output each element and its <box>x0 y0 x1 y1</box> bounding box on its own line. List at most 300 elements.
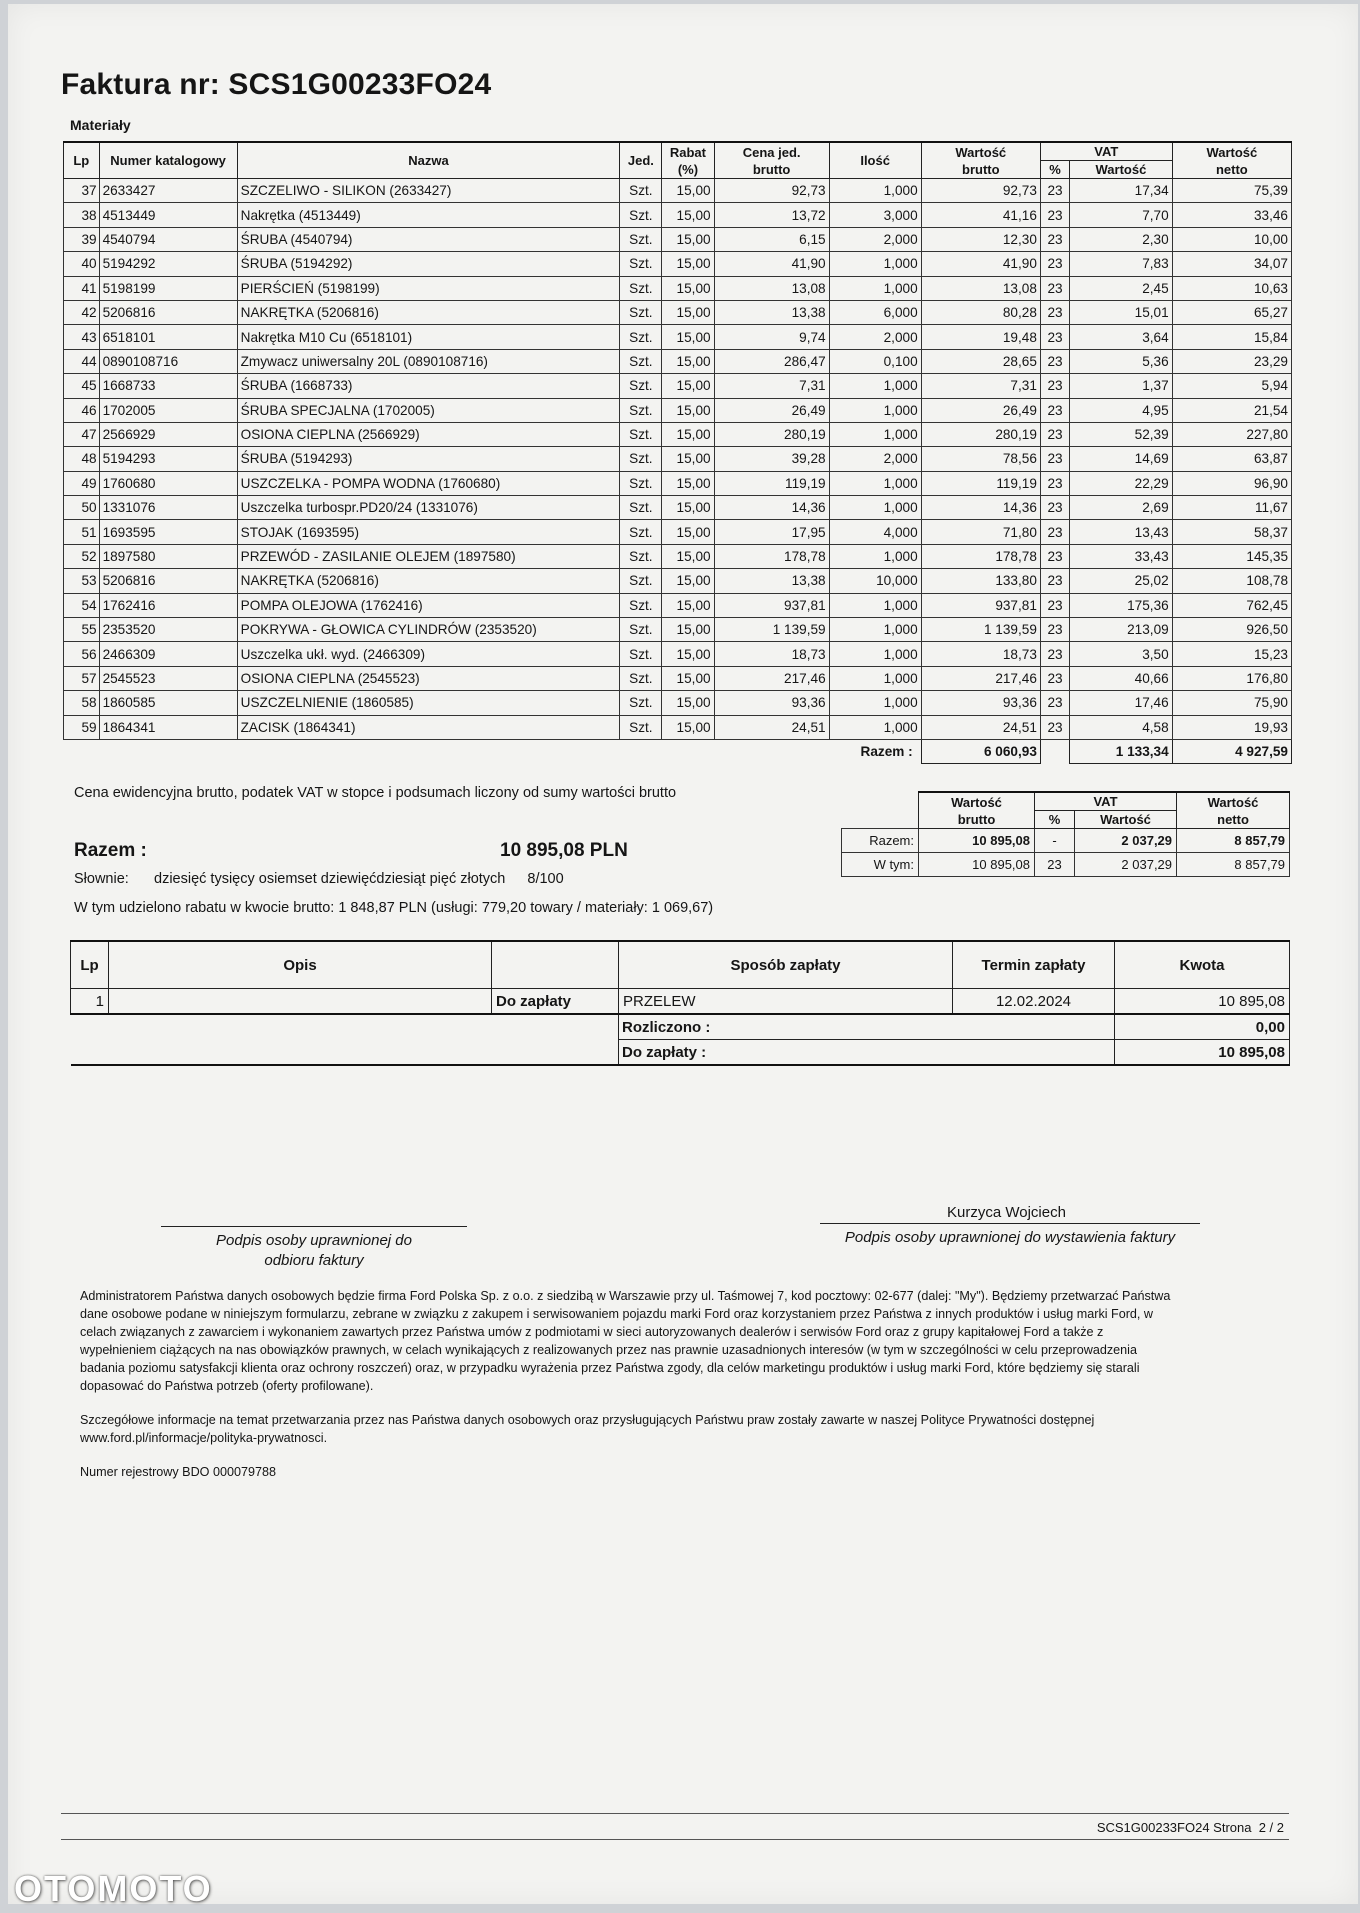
cell-lp: 49 <box>64 471 100 495</box>
cell-vat: 22,29 <box>1070 471 1173 495</box>
cell-pct: 23 <box>1040 349 1069 373</box>
cell-net: 63,87 <box>1172 447 1291 471</box>
signature-issuer: Podpis osoby uprawnionej do wystawienia faktury <box>820 1223 1200 1248</box>
cell-unit: Szt. <box>620 715 662 739</box>
cell-cat: 1760680 <box>99 471 237 495</box>
cell-vat: 4,58 <box>1070 715 1173 739</box>
cell-cat: 4513449 <box>99 203 237 227</box>
table-row <box>64 374 1292 398</box>
cell-name: SZCZELIWO - SILIKON (2633427) <box>237 179 620 203</box>
cell-pct: 23 <box>1040 179 1069 203</box>
cell-rabat: 15,00 <box>662 471 714 495</box>
cell-qty: 10,000 <box>829 569 921 593</box>
cell-lp: 43 <box>64 325 100 349</box>
cell-price: 14,36 <box>714 496 829 520</box>
cell-qty: 6,000 <box>829 300 921 324</box>
table-row <box>64 691 1292 715</box>
cell-pct: 23 <box>1040 398 1069 422</box>
footer-divider <box>61 1813 1289 1814</box>
cell-qty: 1,000 <box>829 715 921 739</box>
cell-gross: 178,78 <box>921 544 1040 568</box>
cell-price: 13,72 <box>714 203 829 227</box>
cell-price: 280,19 <box>714 422 829 446</box>
cell-gross: 119,19 <box>921 471 1040 495</box>
vat-summary-table <box>841 791 1290 877</box>
col-vat: VAT <box>1040 142 1172 161</box>
cell-pct: 23 <box>1040 374 1069 398</box>
cell-gross: 41,16 <box>921 203 1040 227</box>
cell-pct: 23 <box>1040 544 1069 568</box>
cell-net: 23,29 <box>1172 349 1291 373</box>
cell-rabat: 15,00 <box>662 398 714 422</box>
table-row <box>64 496 1292 520</box>
cell-price: 286,47 <box>714 349 829 373</box>
cell-net: 926,50 <box>1172 618 1291 642</box>
cell-pct: 23 <box>1040 520 1069 544</box>
cell-net: 108,78 <box>1172 569 1291 593</box>
cell-qty: 1,000 <box>829 471 921 495</box>
cell-cat: 1702005 <box>99 398 237 422</box>
cell-unit: Szt. <box>620 593 662 617</box>
cell-lp: 45 <box>64 374 100 398</box>
cell-lp: 37 <box>64 179 100 203</box>
footer-divider-bottom <box>61 1839 1289 1840</box>
cell-cat: 2633427 <box>99 179 237 203</box>
cell-gross: 217,46 <box>921 666 1040 690</box>
cell-vat: 175,36 <box>1070 593 1173 617</box>
cell-pct: 23 <box>1040 252 1069 276</box>
col-lp: Lp <box>64 142 100 179</box>
cell-vat: 1,37 <box>1070 374 1173 398</box>
cell-gross: 41,90 <box>921 252 1040 276</box>
cell-price: 119,19 <box>714 471 829 495</box>
cell-unit: Szt. <box>620 252 662 276</box>
payment-row: 1 Do zapłaty PRZELEW 12.02.2024 10 895,08 <box>71 989 1290 1015</box>
cell-qty: 1,000 <box>829 374 921 398</box>
cell-vat: 4,95 <box>1070 398 1173 422</box>
cell-price: 13,38 <box>714 569 829 593</box>
table-row <box>64 642 1292 666</box>
table-row <box>64 520 1292 544</box>
cell-gross: 12,30 <box>921 227 1040 251</box>
cell-name: NAKRĘTKA (5206816) <box>237 569 620 593</box>
cell-price: 9,74 <box>714 325 829 349</box>
cell-cat: 1331076 <box>99 496 237 520</box>
cell-name: ŚRUBA SPECJALNA (1702005) <box>237 398 620 422</box>
cell-net: 762,45 <box>1172 593 1291 617</box>
cell-qty: 1,000 <box>829 422 921 446</box>
cell-unit: Szt. <box>620 496 662 520</box>
cell-vat: 33,43 <box>1070 544 1173 568</box>
cell-lp: 59 <box>64 715 100 739</box>
cell-unit: Szt. <box>620 569 662 593</box>
cell-pct: 23 <box>1040 422 1069 446</box>
cell-name: STOJAK (1693595) <box>237 520 620 544</box>
cell-pct: 23 <box>1040 642 1069 666</box>
cell-gross: 92,73 <box>921 179 1040 203</box>
table-row <box>64 618 1292 642</box>
vat-col-vat: VAT <box>1035 792 1177 811</box>
cell-gross: 80,28 <box>921 300 1040 324</box>
cell-gross: 937,81 <box>921 593 1040 617</box>
cell-net: 10,63 <box>1172 276 1291 300</box>
cell-gross: 18,73 <box>921 642 1040 666</box>
pricing-note: Cena ewidencyjna brutto, podatek VAT w stopce i podsumach liczony od sumy wartości brutto <box>74 785 677 801</box>
pay-col-lp: Lp <box>71 941 109 989</box>
cell-price: 6,15 <box>714 227 829 251</box>
cell-cat: 1864341 <box>99 715 237 739</box>
cell-unit: Szt. <box>620 349 662 373</box>
cell-rabat: 15,00 <box>662 520 714 544</box>
cell-lp: 51 <box>64 520 100 544</box>
table-row <box>64 447 1292 471</box>
items-header-row <box>64 142 1292 161</box>
cell-price: 13,08 <box>714 276 829 300</box>
cell-qty: 1,000 <box>829 544 921 568</box>
cell-pct: 23 <box>1040 325 1069 349</box>
cell-cat: 1762416 <box>99 593 237 617</box>
cell-net: 96,90 <box>1172 471 1291 495</box>
cell-vat: 52,39 <box>1070 422 1173 446</box>
cell-pct: 23 <box>1040 666 1069 690</box>
cell-name: ŚRUBA (4540794) <box>237 227 620 251</box>
table-row <box>64 203 1292 227</box>
vat-col-net: Wartość netto <box>1177 792 1290 829</box>
cell-lp: 38 <box>64 203 100 227</box>
cell-price: 178,78 <box>714 544 829 568</box>
col-unit: Jed. <box>620 142 662 179</box>
cell-price: 937,81 <box>714 593 829 617</box>
cell-vat: 17,46 <box>1070 691 1173 715</box>
cell-gross: 26,49 <box>921 398 1040 422</box>
vat-row-included: W tym: 10 895,08 23 2 037,29 8 857,79 <box>842 853 1290 877</box>
items-summary-vat: 1 133,34 <box>1070 739 1173 763</box>
items-summary-net: 4 927,59 <box>1172 739 1291 763</box>
cell-price: 92,73 <box>714 179 829 203</box>
discount-note: W tym udzielono rabatu w kwocie brutto: 1 848,87 PLN (usługi: 779,20 towary / materiały: 1 069,67) <box>74 900 714 916</box>
pay-col-desc: Opis <box>109 941 492 989</box>
cell-unit: Szt. <box>620 691 662 715</box>
cell-unit: Szt. <box>620 227 662 251</box>
privacy-notice: Administratorem Państwa danych osobowych będzie firma Ford Polska Sp. z o.o. z siedzibą w Warszawie przy ul. Taśmowej 7, kod pocztowy: 02-677 (dalej: "My"). Będziemy przetwarzać Państwa dane osobowe podane w niniejszym formularzu, zebrane w związku z zakupem i serwisowaniem pojazdu marki Ford oraz korzystaniem przez Państwa z innych produktów i usług marki Ford, w celach związanych z zawarciem i wykonaniem zawartych przez Państwa umów z podmiotami w sieci autoryzowanych dealerów i serwisów Ford oraz z grupy kapitałowej Ford a także z wypełnieniem ciążących na nas obowiązków prawnych, w celach wynikających z realizowanych przez nas prawnie uzasadnionych interesów (w tym w szczególności w celu przeprowadzenia badania poziomu satysfakcji klienta oraz ochrony roszczeń) oraz, w przypadku wyrażenia przez Państwa zgody, dla celów marketingu produktów i usług marki Ford, które będziemy się starali dopasować do Państwa potrzeb (oferty profilowane). Szczegółowe informacje na temat przetwarzania przez nas Państwa danych osobowych oraz przysługujących Państwu praw zostały zawarte w naszej Polityce Prywatności dostępnej www.ford.pl/informacje/polityka-prywatnosci. Numer rejestrowy BDO 000079788 <box>80 1287 1180 1497</box>
cell-name: PRZEWÓD - ZASILANIE OLEJEM (1897580) <box>237 544 620 568</box>
cell-price: 7,31 <box>714 374 829 398</box>
cell-unit: Szt. <box>620 447 662 471</box>
cell-rabat: 15,00 <box>662 618 714 642</box>
cell-name: ŚRUBA (1668733) <box>237 374 620 398</box>
cell-qty: 2,000 <box>829 325 921 349</box>
items-body <box>64 179 1292 740</box>
col-vat-pct: % <box>1040 161 1069 179</box>
cell-net: 15,23 <box>1172 642 1291 666</box>
cell-unit: Szt. <box>620 544 662 568</box>
cell-name: ZACISK (1864341) <box>237 715 620 739</box>
cell-vat: 2,69 <box>1070 496 1173 520</box>
cell-qty: 2,000 <box>829 227 921 251</box>
cell-name: PIERŚCIEŃ (5198199) <box>237 276 620 300</box>
cell-name: USZCZELNIENIE (1860585) <box>237 691 620 715</box>
cell-vat: 13,43 <box>1070 520 1173 544</box>
cell-name: POKRYWA - GŁOWICA CYLINDRÓW (2353520) <box>237 618 620 642</box>
items-summary-label: Razem : <box>860 744 913 760</box>
cell-rabat: 15,00 <box>662 544 714 568</box>
cell-net: 75,39 <box>1172 179 1291 203</box>
cell-rabat: 15,00 <box>662 349 714 373</box>
cell-gross: 93,36 <box>921 691 1040 715</box>
cell-net: 58,37 <box>1172 520 1291 544</box>
cell-qty: 1,000 <box>829 398 921 422</box>
cell-pct: 23 <box>1040 276 1069 300</box>
cell-rabat: 15,00 <box>662 569 714 593</box>
cell-cat: 2353520 <box>99 618 237 642</box>
cell-gross: 7,31 <box>921 374 1040 398</box>
cell-cat: 1860585 <box>99 691 237 715</box>
cell-pct: 23 <box>1040 496 1069 520</box>
cell-lp: 58 <box>64 691 100 715</box>
page-footer: SCS1G00233FO24 Strona 2 / 2 <box>1096 1820 1284 1835</box>
cell-pct: 23 <box>1040 300 1069 324</box>
col-price: Cena jed. brutto <box>714 142 829 179</box>
page-number: 2 / 2 <box>1258 1820 1284 1835</box>
cell-price: 41,90 <box>714 252 829 276</box>
cell-price: 26,49 <box>714 398 829 422</box>
cell-cat: 0890108716 <box>99 349 237 373</box>
cell-net: 10,00 <box>1172 227 1291 251</box>
cell-net: 145,35 <box>1172 544 1291 568</box>
grand-total-value: 10 895,08 PLN <box>500 840 628 861</box>
cell-lp: 53 <box>64 569 100 593</box>
cell-net: 21,54 <box>1172 398 1291 422</box>
settled-row: Rozliczono : 0,00 <box>71 1014 1290 1040</box>
table-row <box>64 349 1292 373</box>
cell-cat: 1668733 <box>99 374 237 398</box>
cell-name: OSIONA CIEPLNA (2566929) <box>237 422 620 446</box>
pay-col-amount: Kwota <box>1115 941 1290 989</box>
cell-unit: Szt. <box>620 618 662 642</box>
cell-pct: 23 <box>1040 227 1069 251</box>
cell-unit: Szt. <box>620 325 662 349</box>
cell-unit: Szt. <box>620 276 662 300</box>
cell-gross: 133,80 <box>921 569 1040 593</box>
cell-name: Uszczelka turbospr.PD20/24 (1331076) <box>237 496 620 520</box>
cell-cat: 4540794 <box>99 227 237 251</box>
col-net: Wartość netto <box>1172 142 1291 179</box>
cell-pct: 23 <box>1040 593 1069 617</box>
cell-name: Zmywacz uniwersalny 20L (0890108716) <box>237 349 620 373</box>
cell-name: Nakrętka (4513449) <box>237 203 620 227</box>
cell-name: Nakrętka M10 Cu (6518101) <box>237 325 620 349</box>
table-row <box>64 252 1292 276</box>
pay-col-method: Sposób zapłaty <box>619 941 953 989</box>
cell-net: 19,93 <box>1172 715 1291 739</box>
cell-lp: 40 <box>64 252 100 276</box>
cell-price: 39,28 <box>714 447 829 471</box>
cell-gross: 28,65 <box>921 349 1040 373</box>
due-row: Do zapłaty : 10 895,08 <box>71 1040 1290 1066</box>
cell-rabat: 15,00 <box>662 422 714 446</box>
cell-rabat: 15,00 <box>662 593 714 617</box>
cell-net: 33,46 <box>1172 203 1291 227</box>
table-row <box>64 179 1292 203</box>
pay-col-due: Termin zapłaty <box>953 941 1115 989</box>
cell-lp: 50 <box>64 496 100 520</box>
cell-name: Uszczelka ukł. wyd. (2466309) <box>237 642 620 666</box>
cell-rabat: 15,00 <box>662 666 714 690</box>
cell-vat: 3,50 <box>1070 642 1173 666</box>
cell-rabat: 15,00 <box>662 496 714 520</box>
items-table <box>63 141 1292 764</box>
col-gross: Wartość brutto <box>921 142 1040 179</box>
cell-price: 24,51 <box>714 715 829 739</box>
cell-rabat: 15,00 <box>662 252 714 276</box>
cell-vat: 7,83 <box>1070 252 1173 276</box>
cell-unit: Szt. <box>620 520 662 544</box>
table-row <box>64 325 1292 349</box>
cell-rabat: 15,00 <box>662 203 714 227</box>
cell-qty: 1,000 <box>829 618 921 642</box>
cell-unit: Szt. <box>620 398 662 422</box>
cell-vat: 5,36 <box>1070 349 1173 373</box>
cell-qty: 1,000 <box>829 179 921 203</box>
cell-cat: 1693595 <box>99 520 237 544</box>
cell-unit: Szt. <box>620 666 662 690</box>
cell-net: 15,84 <box>1172 325 1291 349</box>
cell-qty: 1,000 <box>829 252 921 276</box>
col-rabat: Rabat (%) <box>662 142 714 179</box>
cell-lp: 54 <box>64 593 100 617</box>
cell-pct: 23 <box>1040 569 1069 593</box>
cell-net: 75,90 <box>1172 691 1291 715</box>
otomoto-watermark: OTOMOTO <box>14 1868 213 1909</box>
vat-col-gross: Wartość brutto <box>919 792 1035 829</box>
cell-qty: 1,000 <box>829 276 921 300</box>
cell-net: 34,07 <box>1172 252 1291 276</box>
cell-price: 217,46 <box>714 666 829 690</box>
cell-lp: 57 <box>64 666 100 690</box>
cell-pct: 23 <box>1040 471 1069 495</box>
table-row <box>64 422 1292 446</box>
grand-total-label: Razem : <box>74 840 147 861</box>
payment-table <box>70 940 1290 1066</box>
cell-cat: 2545523 <box>99 666 237 690</box>
table-row <box>64 593 1292 617</box>
cell-rabat: 15,00 <box>662 447 714 471</box>
cell-vat: 213,09 <box>1070 618 1173 642</box>
cell-vat: 25,02 <box>1070 569 1173 593</box>
cell-qty: 3,000 <box>829 203 921 227</box>
cell-vat: 14,69 <box>1070 447 1173 471</box>
amount-in-words: Słownie: dziesięć tysięcy osiemset dziewięćdziesiąt pięć złotych 8/100 <box>74 871 564 887</box>
cell-unit: Szt. <box>620 374 662 398</box>
cell-net: 5,94 <box>1172 374 1291 398</box>
cell-gross: 71,80 <box>921 520 1040 544</box>
cell-vat: 40,66 <box>1070 666 1173 690</box>
cell-gross: 24,51 <box>921 715 1040 739</box>
cell-rabat: 15,00 <box>662 276 714 300</box>
cell-unit: Szt. <box>620 203 662 227</box>
cell-name: NAKRĘTKA (5206816) <box>237 300 620 324</box>
vat-col-value: Wartość <box>1075 811 1177 829</box>
cell-pct: 23 <box>1040 715 1069 739</box>
vat-row-total: Razem: 10 895,08 - 2 037,29 8 857,79 <box>842 829 1290 853</box>
cell-cat: 2566929 <box>99 422 237 446</box>
cell-name: ŚRUBA (5194292) <box>237 252 620 276</box>
cell-cat: 5198199 <box>99 276 237 300</box>
cell-gross: 1 139,59 <box>921 618 1040 642</box>
cell-lp: 39 <box>64 227 100 251</box>
cell-gross: 280,19 <box>921 422 1040 446</box>
cell-rabat: 15,00 <box>662 374 714 398</box>
col-name: Nazwa <box>237 142 620 179</box>
table-row <box>64 666 1292 690</box>
cell-gross: 13,08 <box>921 276 1040 300</box>
cell-rabat: 15,00 <box>662 300 714 324</box>
cell-unit: Szt. <box>620 179 662 203</box>
col-vat-value: Wartość <box>1070 161 1173 179</box>
cell-lp: 56 <box>64 642 100 666</box>
cell-cat: 5206816 <box>99 300 237 324</box>
cell-cat: 5194292 <box>99 252 237 276</box>
cell-qty: 1,000 <box>829 593 921 617</box>
cell-cat: 5206816 <box>99 569 237 593</box>
cell-pct: 23 <box>1040 203 1069 227</box>
cell-qty: 4,000 <box>829 520 921 544</box>
cell-lp: 48 <box>64 447 100 471</box>
items-summary-row <box>64 739 1292 763</box>
cell-lp: 52 <box>64 544 100 568</box>
cell-qty: 1,000 <box>829 666 921 690</box>
cell-cat: 5194293 <box>99 447 237 471</box>
cell-lp: 44 <box>64 349 100 373</box>
table-row <box>64 227 1292 251</box>
cell-net: 11,67 <box>1172 496 1291 520</box>
items-summary-gross: 6 060,93 <box>921 739 1040 763</box>
table-row <box>64 398 1292 422</box>
cell-net: 65,27 <box>1172 300 1291 324</box>
table-row <box>64 544 1292 568</box>
cell-cat: 1897580 <box>99 544 237 568</box>
cell-vat: 17,34 <box>1070 179 1173 203</box>
cell-rabat: 15,00 <box>662 325 714 349</box>
cell-price: 18,73 <box>714 642 829 666</box>
cell-lp: 46 <box>64 398 100 422</box>
cell-rabat: 15,00 <box>662 227 714 251</box>
cell-rabat: 15,00 <box>662 691 714 715</box>
cell-name: ŚRUBA (5194293) <box>237 447 620 471</box>
section-label: Materiały <box>70 117 131 133</box>
cell-qty: 2,000 <box>829 447 921 471</box>
cell-price: 93,36 <box>714 691 829 715</box>
cell-pct: 23 <box>1040 691 1069 715</box>
cell-cat: 2466309 <box>99 642 237 666</box>
cell-rabat: 15,00 <box>662 179 714 203</box>
cell-cat: 6518101 <box>99 325 237 349</box>
cell-qty: 1,000 <box>829 691 921 715</box>
cell-lp: 55 <box>64 618 100 642</box>
invoice-title: Faktura nr: SCS1G00233FO24 <box>61 68 492 101</box>
cell-gross: 19,48 <box>921 325 1040 349</box>
table-row <box>64 715 1292 739</box>
col-catalog: Numer katalogowy <box>99 142 237 179</box>
col-qty: Ilość <box>829 142 921 179</box>
cell-vat: 2,30 <box>1070 227 1173 251</box>
cell-gross: 78,56 <box>921 447 1040 471</box>
cell-name: USZCZELKA - POMPA WODNA (1760680) <box>237 471 620 495</box>
cell-vat: 15,01 <box>1070 300 1173 324</box>
cell-name: POMPA OLEJOWA (1762416) <box>237 593 620 617</box>
cell-price: 1 139,59 <box>714 618 829 642</box>
signer-name: Kurzyca Wojciech <box>947 1204 1066 1221</box>
